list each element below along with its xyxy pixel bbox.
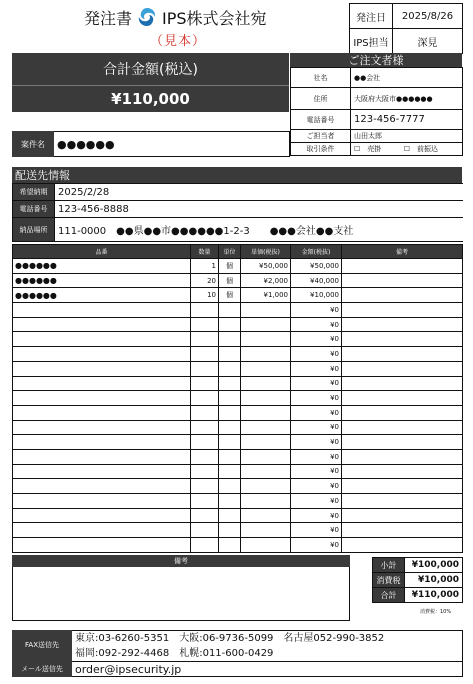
item-unit xyxy=(219,391,241,406)
terms-prepay-checkbox[interactable]: ☐ 前振込 xyxy=(401,143,463,156)
item-notes xyxy=(342,494,463,509)
item-price xyxy=(241,361,291,376)
table-row xyxy=(13,288,463,303)
item-unit xyxy=(219,435,241,450)
item-unit: 個 xyxy=(219,288,241,303)
orderer-company-value: ●●会社 xyxy=(351,68,463,88)
item-unit xyxy=(219,523,241,538)
item-notes xyxy=(342,464,463,479)
item-notes xyxy=(342,420,463,435)
tax-value: ¥10,000 xyxy=(405,573,463,588)
item-qty: 1 xyxy=(191,259,219,274)
table-row xyxy=(13,538,463,553)
item-qty xyxy=(191,391,219,406)
order-info-table xyxy=(349,3,463,54)
item-qty xyxy=(191,376,219,391)
item-notes xyxy=(342,347,463,362)
table-row xyxy=(13,332,463,347)
item-notes xyxy=(342,479,463,494)
staff-label: IPS担当 xyxy=(350,29,393,54)
shipping-table xyxy=(12,183,463,242)
item-amount: ¥0 xyxy=(291,376,342,391)
item-unit xyxy=(219,317,241,332)
item-amount: ¥0 xyxy=(291,405,342,420)
item-amount: ¥0 xyxy=(291,449,342,464)
item-notes xyxy=(342,538,463,553)
orderer-terms-label: 取引条件 xyxy=(291,143,351,156)
item-name xyxy=(13,494,191,509)
item-price xyxy=(241,332,291,347)
item-name xyxy=(13,523,191,538)
orderer-company-row xyxy=(291,68,463,88)
contact-box xyxy=(72,630,463,677)
item-qty xyxy=(191,332,219,347)
item-unit xyxy=(219,449,241,464)
item-price xyxy=(241,347,291,362)
item-notes xyxy=(342,303,463,318)
item-name xyxy=(13,538,191,553)
items-table xyxy=(12,244,463,553)
item-amount: ¥0 xyxy=(291,508,342,523)
item-price xyxy=(241,317,291,332)
item-qty xyxy=(191,464,219,479)
items-body xyxy=(13,259,463,553)
case-name-label: 案件名 xyxy=(12,131,54,157)
totals-table xyxy=(372,557,463,603)
item-price xyxy=(241,449,291,464)
table-row xyxy=(13,449,463,464)
item-amount: ¥0 xyxy=(291,391,342,406)
col-qty: 数量 xyxy=(191,245,219,259)
table-row xyxy=(13,523,463,538)
title-company: IPS株式会社宛 xyxy=(162,8,267,28)
table-row xyxy=(13,259,463,274)
item-name: ●●●●●● xyxy=(13,259,191,274)
orderer-company-label: 社名 xyxy=(291,68,351,88)
item-notes xyxy=(342,391,463,406)
item-amount: ¥0 xyxy=(291,303,342,318)
table-row xyxy=(13,435,463,450)
document-title xyxy=(84,4,344,30)
shipping-title: 配送先情報 xyxy=(12,167,462,183)
item-unit xyxy=(219,332,241,347)
item-price xyxy=(241,391,291,406)
item-price: ¥2,000 xyxy=(241,273,291,288)
item-unit xyxy=(219,538,241,553)
item-price xyxy=(241,523,291,538)
subtotal-value: ¥100,000 xyxy=(405,558,463,573)
col-notes: 備考 xyxy=(342,245,463,259)
mail-address[interactable]: order@ipsecurity.jp xyxy=(72,661,462,677)
item-price xyxy=(241,420,291,435)
item-name xyxy=(13,303,191,318)
item-price: ¥1,000 xyxy=(241,288,291,303)
table-row xyxy=(13,464,463,479)
orderer-phone-label: 電話番号 xyxy=(291,110,351,130)
item-unit xyxy=(219,508,241,523)
orderer-title: ご注文者様 xyxy=(290,53,462,67)
item-amount: ¥50,000 xyxy=(291,259,342,274)
item-name xyxy=(13,376,191,391)
item-notes xyxy=(342,405,463,420)
item-unit xyxy=(219,464,241,479)
tax-note: 消費税：10% xyxy=(420,609,452,615)
subtotal-row xyxy=(373,558,463,573)
total-amount-label: 合計金額(税込) xyxy=(12,53,289,85)
table-row xyxy=(13,479,463,494)
item-notes xyxy=(342,508,463,523)
tax-row xyxy=(373,573,463,588)
item-amount: ¥0 xyxy=(291,420,342,435)
item-amount: ¥0 xyxy=(291,332,342,347)
item-name xyxy=(13,361,191,376)
table-row xyxy=(13,347,463,362)
ips-logo-icon xyxy=(136,6,158,28)
item-unit xyxy=(219,405,241,420)
orderer-address-row xyxy=(291,88,463,110)
item-name xyxy=(13,508,191,523)
grand-total-value: ¥110,000 xyxy=(405,588,463,603)
shipping-phone-label: 電話番号 xyxy=(13,201,55,218)
item-notes xyxy=(342,288,463,303)
item-amount: ¥10,000 xyxy=(291,288,342,303)
fax-line-1: 東京:03-6260-5351 大阪:06-9736-5099 名古屋052-990-3852 xyxy=(75,633,385,644)
item-qty xyxy=(191,523,219,538)
mail-label: メール送信先 xyxy=(12,660,72,677)
grand-total-label: 合計 xyxy=(373,588,405,603)
table-row xyxy=(13,405,463,420)
item-unit xyxy=(219,420,241,435)
item-qty xyxy=(191,303,219,318)
terms-credit-checkbox[interactable]: ☐ 売掛 xyxy=(351,143,401,156)
orderer-contact-value: 山田太郎 xyxy=(351,130,463,143)
col-unit: 単位 xyxy=(219,245,241,259)
item-amount: ¥40,000 xyxy=(291,273,342,288)
orderer-table xyxy=(290,67,463,156)
orderer-address-value: 大阪府大阪市●●●●●● xyxy=(351,88,463,110)
table-row xyxy=(13,391,463,406)
item-unit xyxy=(219,494,241,509)
item-name: ●●●●●● xyxy=(13,288,191,303)
title-prefix: 発注書 xyxy=(84,8,133,28)
item-unit: 個 xyxy=(219,273,241,288)
item-price xyxy=(241,376,291,391)
item-amount: ¥0 xyxy=(291,317,342,332)
shipping-phone-value: 123-456-8888 xyxy=(55,201,464,218)
item-name xyxy=(13,347,191,362)
item-name xyxy=(13,435,191,450)
table-row xyxy=(13,376,463,391)
item-name xyxy=(13,332,191,347)
shipping-date-value: 2025/2/28 xyxy=(55,184,464,201)
orderer-phone-row xyxy=(291,110,463,130)
shipping-phone-row xyxy=(13,201,464,218)
col-amount: 金額(税抜) xyxy=(291,245,342,259)
item-qty: 10 xyxy=(191,288,219,303)
table-row xyxy=(13,420,463,435)
item-unit xyxy=(219,361,241,376)
grand-total-row xyxy=(373,588,463,603)
item-amount: ¥0 xyxy=(291,347,342,362)
item-price xyxy=(241,508,291,523)
subtotal-label: 小計 xyxy=(373,558,405,573)
item-amount: ¥0 xyxy=(291,523,342,538)
item-price: ¥50,000 xyxy=(241,259,291,274)
item-price xyxy=(241,435,291,450)
orderer-phone-value: 123-456-7777 xyxy=(351,110,463,130)
item-unit: 個 xyxy=(219,259,241,274)
items-header-row xyxy=(13,245,463,259)
item-price xyxy=(241,464,291,479)
item-qty xyxy=(191,347,219,362)
item-price xyxy=(241,303,291,318)
col-product: 品番 xyxy=(13,245,191,259)
item-price xyxy=(241,405,291,420)
item-qty: 20 xyxy=(191,273,219,288)
total-amount-value: ¥110,000 xyxy=(12,85,289,112)
shipping-place-row xyxy=(13,218,464,242)
item-amount: ¥0 xyxy=(291,479,342,494)
shipping-date-row xyxy=(13,184,464,201)
tax-label: 消費税 xyxy=(373,573,405,588)
table-row xyxy=(13,303,463,318)
item-name: ●●●●●● xyxy=(13,273,191,288)
notes-input[interactable] xyxy=(12,567,350,621)
table-row xyxy=(13,494,463,509)
table-row xyxy=(13,508,463,523)
item-amount: ¥0 xyxy=(291,494,342,509)
item-qty xyxy=(191,538,219,553)
case-name-value: ●●●●●● xyxy=(54,131,290,157)
item-name xyxy=(13,420,191,435)
item-qty xyxy=(191,494,219,509)
item-price xyxy=(241,538,291,553)
item-notes xyxy=(342,361,463,376)
item-notes xyxy=(342,332,463,347)
fax-line-2: 福岡:092-292-4468 札幌:011-600-0429 xyxy=(75,648,274,659)
order-date-row xyxy=(350,4,463,29)
orderer-contact-label: ご担当者 xyxy=(291,130,351,143)
item-unit xyxy=(219,479,241,494)
item-notes xyxy=(342,523,463,538)
table-row xyxy=(13,273,463,288)
item-notes xyxy=(342,317,463,332)
item-notes xyxy=(342,435,463,450)
item-qty xyxy=(191,508,219,523)
item-name xyxy=(13,479,191,494)
order-date-value: 2025/8/26 xyxy=(393,4,463,29)
table-row xyxy=(13,361,463,376)
item-price xyxy=(241,479,291,494)
item-unit xyxy=(219,347,241,362)
item-amount: ¥0 xyxy=(291,464,342,479)
item-unit xyxy=(219,376,241,391)
item-qty xyxy=(191,479,219,494)
orderer-terms-row xyxy=(291,143,463,156)
item-notes xyxy=(342,259,463,274)
item-qty xyxy=(191,435,219,450)
item-name xyxy=(13,405,191,420)
sample-mark: （見本） xyxy=(150,34,207,49)
staff-value: 深見 xyxy=(393,29,463,54)
fax-label: FAX送信先 xyxy=(12,630,72,660)
orderer-address-label: 住所 xyxy=(291,88,351,110)
item-qty xyxy=(191,405,219,420)
item-qty xyxy=(191,317,219,332)
col-price: 単価(税抜) xyxy=(241,245,291,259)
staff-row xyxy=(350,29,463,54)
item-name xyxy=(13,317,191,332)
item-notes xyxy=(342,449,463,464)
table-row xyxy=(13,317,463,332)
item-name xyxy=(13,449,191,464)
item-unit xyxy=(219,303,241,318)
item-amount: ¥0 xyxy=(291,361,342,376)
item-name xyxy=(13,391,191,406)
item-qty xyxy=(191,449,219,464)
item-notes xyxy=(342,376,463,391)
notes-label: 備考 xyxy=(12,555,350,567)
shipping-place-label: 納品場所 xyxy=(13,218,55,242)
item-name xyxy=(13,464,191,479)
shipping-date-label: 希望納期 xyxy=(13,184,55,201)
item-qty xyxy=(191,420,219,435)
item-price xyxy=(241,494,291,509)
shipping-place-value: 111-0000 ●●県●●市●●●●●●1-2-3 ●●●会社●●支社 xyxy=(55,218,464,242)
item-notes xyxy=(342,273,463,288)
item-amount: ¥0 xyxy=(291,435,342,450)
order-date-label: 発注日 xyxy=(350,4,393,29)
item-amount: ¥0 xyxy=(291,538,342,553)
item-qty xyxy=(191,361,219,376)
orderer-contact-row xyxy=(291,130,463,143)
